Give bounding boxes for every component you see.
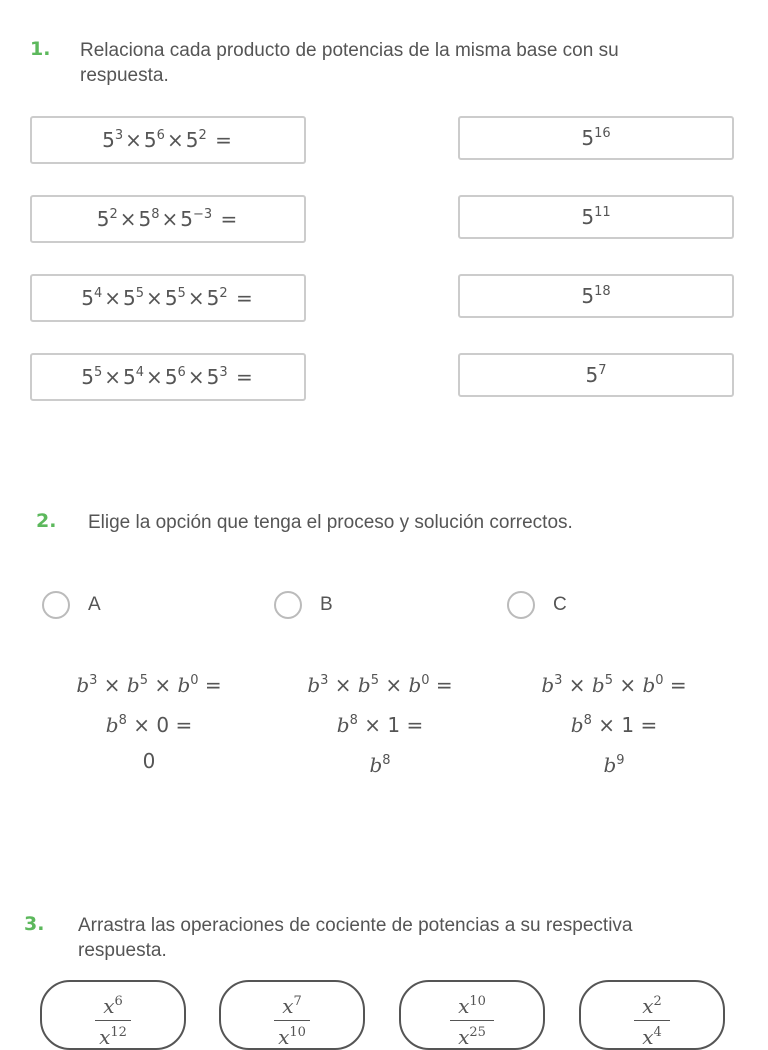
power-base: 5: [123, 286, 136, 310]
power-base: b: [541, 673, 555, 697]
equals-sign: =: [663, 673, 687, 697]
match-left-box[interactable]: [30, 274, 306, 322]
option-label: B: [320, 594, 333, 615]
times-sign: ×: [328, 673, 358, 697]
times-sign: ×: [146, 286, 163, 310]
power-exponent: 3: [219, 365, 228, 380]
power-base: b: [357, 673, 371, 697]
times-sign: ×: [104, 286, 122, 310]
power-exponent: 3: [114, 128, 124, 143]
power-base: 5: [206, 365, 220, 389]
equals-sign: =: [429, 673, 453, 697]
option-b-process: [280, 663, 480, 783]
question-number: 3.: [24, 913, 45, 935]
power-base: b: [642, 673, 656, 697]
power-exponent: 5: [604, 673, 613, 688]
power-base: 5: [206, 286, 220, 310]
power-answer: $5^7$: [585, 363, 607, 387]
power-exponent: 3: [554, 673, 563, 688]
power-base: 5: [164, 365, 178, 389]
times-sign: ×: [97, 673, 127, 697]
power-product-expression: [102, 128, 234, 152]
quotient-fraction: $\frac{x^7}{x^{10}}$: [274, 988, 310, 1049]
equals-sign: =: [229, 365, 253, 389]
power-exponent: 6: [156, 128, 165, 143]
question-text: Relaciona cada producto de potencias de la misma base con su respuesta.: [80, 40, 619, 86]
draggable-quotient[interactable]: [579, 980, 725, 1050]
power-exponent: 2: [198, 128, 207, 143]
power-exponent: 5: [139, 673, 148, 688]
times-sign: ×: [562, 673, 592, 697]
power-exponent: 5: [135, 286, 145, 301]
power-exponent: 5: [93, 365, 103, 380]
power-exponent: 0: [190, 673, 199, 688]
times-sign: ×: [612, 673, 643, 697]
equals-sign: =: [229, 286, 253, 310]
equals-sign: =: [198, 673, 222, 697]
power-base: 5: [185, 128, 199, 152]
draggable-quotient[interactable]: [399, 980, 545, 1050]
match-right-box[interactable]: [458, 274, 734, 318]
option-b[interactable]: [274, 591, 333, 619]
power-answer: $5^{11}$: [581, 205, 611, 229]
power-exponent: 3: [89, 673, 98, 688]
match-right-box[interactable]: [458, 195, 734, 239]
option-c[interactable]: [507, 591, 567, 619]
power-exponent: 4: [93, 286, 103, 301]
equals-sign: =: [214, 207, 238, 231]
power-base: 5: [81, 365, 94, 389]
times-sign: ×: [125, 128, 142, 152]
match-right-box[interactable]: [458, 353, 734, 397]
power-exponent: 3: [320, 673, 329, 688]
times-sign: ×: [161, 207, 179, 231]
times-sign: ×: [104, 365, 122, 389]
option-c-process: [514, 663, 714, 783]
option-a-process: [49, 663, 249, 779]
power-product-expression: [97, 207, 240, 231]
times-sign: ×: [119, 207, 137, 231]
question-text: Elige la opción que tenga el proceso y solución correctos.: [88, 512, 573, 533]
power-base: b: [408, 673, 422, 697]
power-base: 5: [123, 365, 136, 389]
times-sign: ×: [146, 365, 163, 389]
question-text: Arrastra las operaciones de cociente de potencias a su respectiva respuesta.: [78, 915, 633, 961]
power-base: b: [307, 673, 321, 697]
power-product-expression: [81, 286, 254, 310]
process-line-2: $b^8 \times 1$ =: [336, 713, 424, 737]
power-base: 5: [81, 286, 94, 310]
process-result: $b^8$: [369, 753, 391, 777]
power-exponent: 4: [135, 365, 145, 380]
power-exponent: 6: [177, 365, 186, 380]
equals-sign: =: [208, 128, 232, 152]
power-answer: $5^{16}$: [581, 126, 611, 150]
power-base: b: [591, 673, 605, 697]
power-exponent: 2: [219, 286, 228, 301]
question-number: 2.: [36, 510, 57, 532]
times-sign: ×: [187, 365, 205, 389]
process-line-1: [280, 663, 480, 703]
power-base: 5: [96, 207, 110, 231]
power-base: 5: [138, 207, 152, 231]
power-answer: $5^{18}$: [581, 284, 611, 308]
quotient-fraction: $\frac{x^2}{x^4}$: [634, 988, 670, 1049]
power-exponent: 8: [151, 207, 160, 222]
times-sign: ×: [147, 673, 178, 697]
power-exponent: 5: [370, 673, 379, 688]
option-label: A: [88, 594, 101, 615]
draggable-quotient[interactable]: [40, 980, 186, 1050]
radio-button[interactable]: [274, 591, 302, 619]
power-exponent: 0: [421, 673, 430, 688]
draggable-quotient[interactable]: [219, 980, 365, 1050]
process-line-2: $b^8 \times 0$ =: [105, 713, 193, 737]
power-base: b: [177, 673, 191, 697]
times-sign: ×: [166, 128, 184, 152]
process-line-2: $b^8 \times 1$ =: [570, 713, 658, 737]
option-a[interactable]: [42, 591, 101, 619]
power-base: 5: [180, 207, 193, 231]
power-base: b: [76, 673, 90, 697]
process-line-1: [49, 663, 249, 703]
power-base: 5: [102, 128, 115, 152]
process-result: 0: [142, 749, 156, 773]
power-exponent: 5: [177, 286, 186, 301]
times-sign: ×: [187, 286, 205, 310]
match-left-box[interactable]: [30, 116, 306, 164]
option-label: C: [553, 594, 567, 615]
power-base: b: [126, 673, 140, 697]
quotient-fraction: $\frac{x^6}{x^{12}}$: [95, 988, 131, 1049]
power-base: 5: [164, 286, 178, 310]
power-exponent: −3: [193, 207, 213, 222]
process-line-1: [514, 663, 714, 703]
match-left-box[interactable]: [30, 353, 306, 401]
radio-button[interactable]: [42, 591, 70, 619]
power-exponent: 2: [109, 207, 118, 222]
question-number: 1.: [30, 38, 51, 60]
times-sign: ×: [378, 673, 409, 697]
match-left-box[interactable]: [30, 195, 306, 243]
radio-button[interactable]: [507, 591, 535, 619]
quotient-fraction: $\frac{x^{10}}{x^{25}}$: [450, 988, 494, 1049]
process-result: $b^9$: [603, 753, 625, 777]
power-product-expression: [81, 365, 254, 389]
power-base: 5: [143, 128, 157, 152]
power-exponent: 0: [655, 673, 664, 688]
match-right-box[interactable]: [458, 116, 734, 160]
